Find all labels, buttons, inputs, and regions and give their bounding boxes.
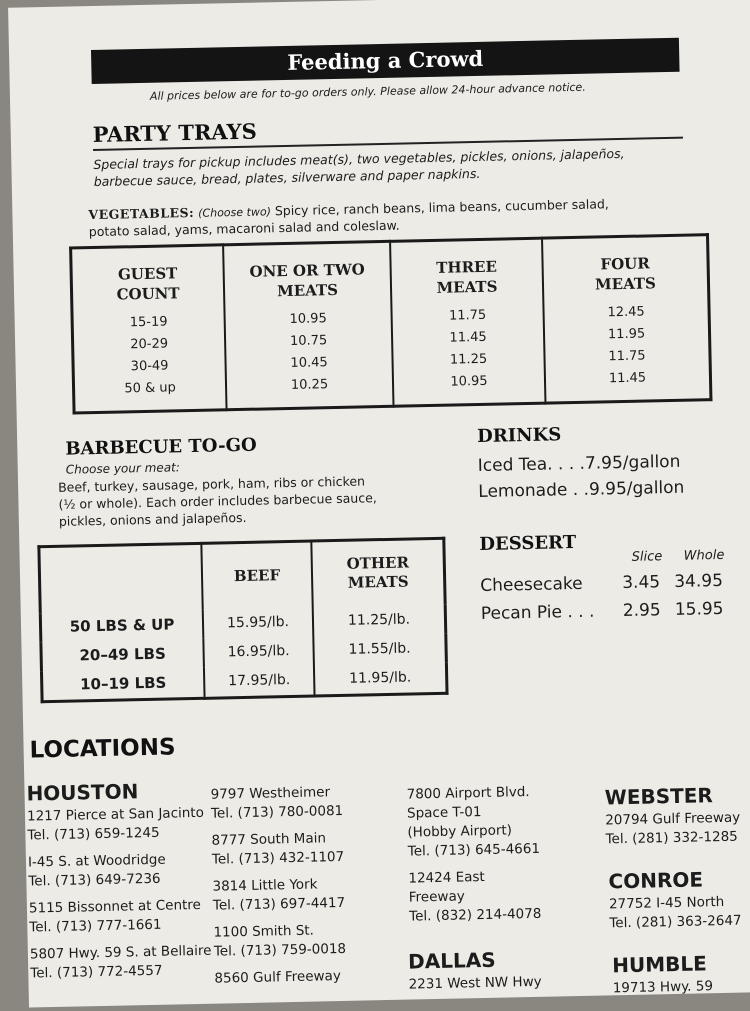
table-cell: 11.75 <box>608 348 646 365</box>
location-list-col3: 7800 Airport Blvd. Space T-01 (Hobby Airport) Tel. (713) 645-4661 12424 East Freeway Tel. (832) 214-4078 <box>406 784 542 925</box>
dessert-heading: DESSERT <box>479 531 577 556</box>
table-cell: 11.75 <box>448 307 487 324</box>
barbecue-subheading: Choose your meat: <box>65 460 180 477</box>
table-cell: 11.45 <box>449 329 487 346</box>
webster-address: 20794 Gulf Freeway Tel. (281) 332-1285 <box>605 809 741 848</box>
table-corner <box>39 543 203 612</box>
table-cell: 20-29 <box>130 336 169 353</box>
table-cell: 11.25 <box>449 351 488 368</box>
drink-iced-tea: Iced Tea. . . .7.95/gallon <box>477 451 681 477</box>
barbecue-description: Beef, turkey, sausage, pork, ham, ribs or chicken (½ or whole). Each order includes barbecue sauce, pickles, onions and jalapeños. <box>57 473 377 529</box>
table-cell: 10.25 <box>290 377 329 393</box>
guest-count-column <box>71 245 227 413</box>
city-humble: HUMBLE <box>612 951 708 978</box>
party-trays-desc-1: Special trays for pickup includes meat(s), two vegetables, pickles, onions, jalapeños, <box>93 145 625 173</box>
column-header: THREE MEATS <box>436 257 498 297</box>
barbecue-to-go-heading: BARBECUE TO-GO <box>65 434 257 460</box>
table-row: 50 LBS & UP 15.95/lb. 11.25/lb. <box>40 604 446 641</box>
vegetables-list-1: Spicy rice, ranch beans, lima beans, cucumber salad, <box>274 196 609 219</box>
table-row: 20–49 LBS 16.95/lb. 11.55/lb. <box>41 633 447 670</box>
slice-label: Slice <box>631 549 663 565</box>
city-conroe: CONROE <box>608 867 704 894</box>
table-cell: 30-49 <box>130 358 169 375</box>
table-cell: 10.95 <box>450 373 488 390</box>
three-meats-column <box>390 238 545 406</box>
other-meats-header: OTHER MEATS <box>346 553 410 593</box>
drink-lemonade: Lemonade . .9.95/gallon <box>478 477 685 503</box>
city-dallas: DALLAS <box>407 947 496 974</box>
party-trays-desc-2: barbecue sauce, bread, plates, silverware and paper napkins. <box>93 165 481 190</box>
barbecue-table <box>37 537 448 703</box>
whole-label: Whole <box>683 547 725 564</box>
party-trays-heading: PARTY TRAYS <box>92 118 258 148</box>
table-cell: 10.45 <box>290 355 328 371</box>
table-cell: 15-19 <box>129 314 168 331</box>
beef-header: BEEF <box>201 541 312 609</box>
dessert-pecan-pie: Pecan Pie . . . 2.95 15.95 <box>480 598 724 624</box>
page-title: Feeding a Crowd <box>91 38 680 84</box>
dessert-cheesecake: Cheesecake 3.45 34.95 <box>480 570 724 597</box>
column-header: FOUR MEATS <box>594 254 657 294</box>
table-cell: 11.45 <box>608 370 647 387</box>
location-list-col2: 9797 Westheimer Tel. (713) 780-0081 8777 South Main Tel. (713) 432-1107 3814 Little York Tel. (713) 697-4417 1100 Smith St. Tel. (713) 759-0018 8560 Gulf Freeway <box>210 784 347 987</box>
menu-page <box>8 0 750 1008</box>
table-cell: 10.75 <box>289 333 328 349</box>
table-cell: 11.95 <box>607 326 646 343</box>
column-header: ONE OR TWO MEATS <box>249 260 365 301</box>
city-houston: HOUSTON <box>26 779 139 806</box>
column-header: GUEST COUNT <box>116 264 180 304</box>
table-row: 10–19 LBS 17.95/lb. 11.95/lb. <box>41 662 447 701</box>
vegetables-list-2: potato salad, yams, macaroni salad and coleslaw. <box>88 217 400 240</box>
table-cell: 10.95 <box>289 311 327 327</box>
dallas-address: 2231 West NW Hwy <box>408 973 542 993</box>
advance-notice: All prices below are for to-go orders only. Please allow 24-hour advance notice. <box>149 80 586 103</box>
conroe-address: 27752 I-45 North Tel. (281) 363-2647 <box>608 893 742 932</box>
city-webster: WEBSTER <box>604 783 714 810</box>
one-two-meats-column <box>223 241 393 409</box>
drinks-heading: DRINKS <box>476 424 562 448</box>
four-meats-column <box>542 235 711 403</box>
table-cell: 50 & up <box>124 380 176 397</box>
humble-address: 19713 Hwy. 59 <box>612 978 714 997</box>
vegetables-choose: (Choose two) <box>198 205 272 220</box>
party-trays-table <box>69 233 712 414</box>
locations-heading: LOCATIONS <box>29 734 176 764</box>
table-cell: 12.45 <box>607 304 645 321</box>
vegetables-label: VEGETABLES: <box>88 204 195 223</box>
location-list-col1: 1217 Pierce at San Jacinto Tel. (713) 659-1245 I-45 S. at Woodridge Tel. (713) 649-7236 5115 Bissonnet at Centre Tel. (713) 777-1661 5807 Hwy. 59 S. at Bellaire Tel. (713) 772-4557 <box>26 804 212 982</box>
